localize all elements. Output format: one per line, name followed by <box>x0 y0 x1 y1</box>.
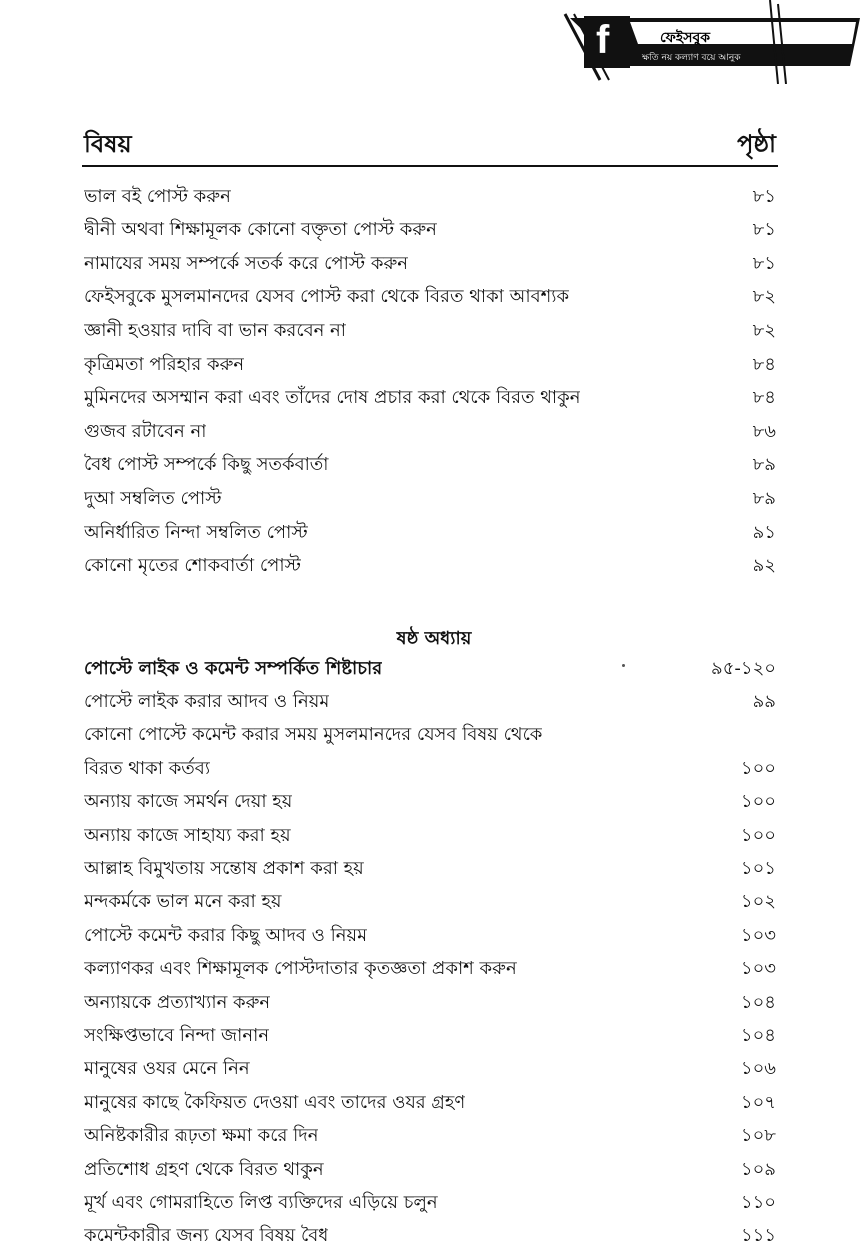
toc-entry-title: দুআ সম্বলিত পোস্ট <box>84 487 222 509</box>
toc-entry-page: ৮৪ <box>752 353 776 375</box>
toc-entry <box>84 315 776 347</box>
toc-entry <box>84 416 776 448</box>
toc-entry-page: ৮১ <box>752 185 776 207</box>
subject-column-header: বিষয় <box>84 130 132 158</box>
toc-entry-page: ১০৪ <box>740 991 776 1013</box>
toc-entry-title: মানুষের ওযর মেনে নিন <box>84 1058 250 1080</box>
toc-entry-title: মুমিনদের অসম্মান করা এবং তাঁদের দোষ প্রচার করা থেকে বিরত থাকুন <box>84 387 581 409</box>
toc-entry <box>84 450 776 482</box>
toc-entry <box>84 181 776 213</box>
toc-entry-title: কোনো মৃতের শোকবার্তা পোস্ট <box>84 555 301 577</box>
toc-entry-page: ১০৩ <box>740 958 776 980</box>
toc-entry-page: ৮১ <box>752 219 776 241</box>
toc-entry-title: বিরত থাকা কর্তব্য <box>84 757 211 779</box>
toc-entry-title: দ্বীনী অথবা শিক্ষামূলক কোনো বক্তৃতা পোস্ট করুন <box>84 219 437 241</box>
toc-entry <box>84 787 776 819</box>
toc-entry-page: ১০০ <box>740 757 776 779</box>
toc-entry-page: ৮২ <box>752 286 776 308</box>
toc-entry-title: পোস্টে কমেন্ট করার কিছু আদব ও নিয়ম <box>84 924 368 946</box>
toc-entry <box>84 483 776 515</box>
toc-entry-page: ১০৮ <box>740 1125 776 1147</box>
toc-entry <box>84 349 776 381</box>
toc-entry-title: মানুষের কাছে কৈফিয়ত দেওয়া এবং তাদের ওযর গ্রহণ <box>84 1091 466 1113</box>
toc-entry-page: ৮৬ <box>752 420 776 442</box>
toc-entry <box>84 1020 776 1052</box>
toc-entry-title: ভাল বই পোস্ট করুন <box>84 185 231 207</box>
toc-entry-page: ১১১ <box>740 1225 776 1247</box>
toc-entry <box>84 753 776 785</box>
header-badge <box>560 0 868 84</box>
toc-entry-page: ১০৭ <box>740 1091 776 1113</box>
toc-entry <box>84 820 776 852</box>
toc-entry-page: ৮৪ <box>752 387 776 409</box>
toc-entry-page: ৮৯ <box>752 454 776 476</box>
toc-entry-title: বৈধ পোস্ট সম্পর্কে কিছু সতর্কবার্তা <box>84 454 329 476</box>
toc-entry <box>84 686 776 718</box>
toc-entry-page: ৯১ <box>752 521 776 543</box>
toc-entry <box>84 517 776 549</box>
toc-entry-page: ১০৯ <box>740 1158 776 1180</box>
toc-entry-title: প্রতিশোধ গ্রহণ থেকে বিরত থাকুন <box>84 1158 324 1180</box>
toc-entry-page: ১১০ <box>740 1191 776 1213</box>
toc-entry-title: অন্যায় কাজে সাহায্য করা হয় <box>84 824 291 846</box>
toc-entry <box>84 1121 776 1153</box>
facebook-icon: f <box>596 18 610 62</box>
toc-entry <box>84 551 776 583</box>
toc-entry-page: ১০৬ <box>740 1058 776 1080</box>
toc-entry-title: আল্লাহ বিমুখতায় সন্তোষ প্রকাশ করা হয় <box>84 857 364 879</box>
toc-entry-title: অন্যায়কে প্রত্যাখ্যান করুন <box>84 991 271 1013</box>
toc-entry-page: ৯৯ <box>752 690 776 712</box>
toc-entry-page: ৮১ <box>752 252 776 274</box>
toc-entry <box>84 1154 776 1186</box>
toc-entry <box>84 853 776 885</box>
toc-entry-title: মূর্খ এবং গোমরাহিতে লিপ্ত ব্যক্তিদের এড়িয়ে চলুন <box>84 1191 438 1213</box>
toc-entry <box>84 720 776 752</box>
toc-entry-title: কৃত্রিমতা পরিহার করুন <box>84 353 245 375</box>
toc-entry <box>84 215 776 247</box>
toc-entry-title: অনির্ধারিত নিন্দা সম্বলিত পোস্ট <box>84 521 308 543</box>
toc-entry-title: পোস্টে লাইক ও কমেন্ট সম্পর্কিত শিষ্টাচার <box>84 657 383 679</box>
toc-entry <box>84 887 776 919</box>
toc-entry <box>84 987 776 1019</box>
toc-entry <box>84 1221 776 1253</box>
badge-tagline: ক্ষতি নয় কল্যাণ বয়ে আনুক <box>642 53 741 63</box>
toc-entry-page: ১০০ <box>740 824 776 846</box>
toc-entry <box>84 653 776 685</box>
toc-entry-page: ১০০ <box>740 791 776 813</box>
toc-entry-page: ৯৫-১২০ <box>711 657 776 679</box>
toc-entry-title: কল্যাণকর এবং শিক্ষামূলক পোস্টদাতার কৃতজ্ঞতা প্রকাশ করুন <box>84 958 517 980</box>
toc-entry <box>84 920 776 952</box>
toc-entry <box>84 282 776 314</box>
toc-entry <box>84 1087 776 1119</box>
toc-entry-page: ৮২ <box>752 319 776 341</box>
badge-title: ফেইসবুক <box>660 30 711 46</box>
toc-entry-title: অনিষ্টকারীর রূঢ়তা ক্ষমা করে দিন <box>84 1125 319 1147</box>
toc-entry <box>84 1054 776 1086</box>
toc-entry-title: অন্যায় কাজে সমর্থন দেয়া হয় <box>84 791 293 813</box>
toc-entry-title: ফেইসবুকে মুসলমানদের যেসব পোস্ট করা থেকে বিরত থাকা আবশ্যক <box>84 286 570 308</box>
toc-entry <box>84 383 776 415</box>
toc-entry-page: ১০৩ <box>740 924 776 946</box>
toc-entry-page: ৮৯ <box>752 487 776 509</box>
header-divider <box>82 165 778 167</box>
toc-entry-title: পোস্টে লাইক করার আদব ও নিয়ম <box>84 690 330 712</box>
toc-entry <box>84 1187 776 1219</box>
chapter-title: ষষ্ঠ অধ্যায় <box>396 628 472 649</box>
toc-entry-page: ৯২ <box>752 555 776 577</box>
toc-entry-title: মন্দকর্মকে ভাল মনে করা হয় <box>84 891 282 913</box>
toc-entry <box>84 248 776 280</box>
toc-entry-title: কমেন্টকারীর জন্য যেসব বিষয় বৈধ <box>84 1225 329 1247</box>
toc-entry-page: ১০৪ <box>740 1024 776 1046</box>
ink-speck <box>622 664 625 667</box>
toc-entry-title: নামাযের সময় সম্পর্কে সতর্ক করে পোস্ট করুন <box>84 252 409 274</box>
toc-entry-title: গুজব রটাবেন না <box>84 420 207 442</box>
toc-entry <box>84 954 776 986</box>
toc-entry-title: কোনো পোস্টে কমেন্ট করার সময় মুসলমানদের যেসব বিষয় থেকে <box>84 724 543 746</box>
toc-entry-title: সংক্ষিপ্তভাবে নিন্দা জানান <box>84 1024 270 1046</box>
page-column-header: পৃষ্ঠা <box>737 130 776 158</box>
toc-entry-page: ১০১ <box>740 857 776 879</box>
toc-entry-title: জ্ঞানী হওয়ার দাবি বা ভান করবেন না <box>84 319 347 341</box>
toc-entry-page: ১০২ <box>740 891 776 913</box>
